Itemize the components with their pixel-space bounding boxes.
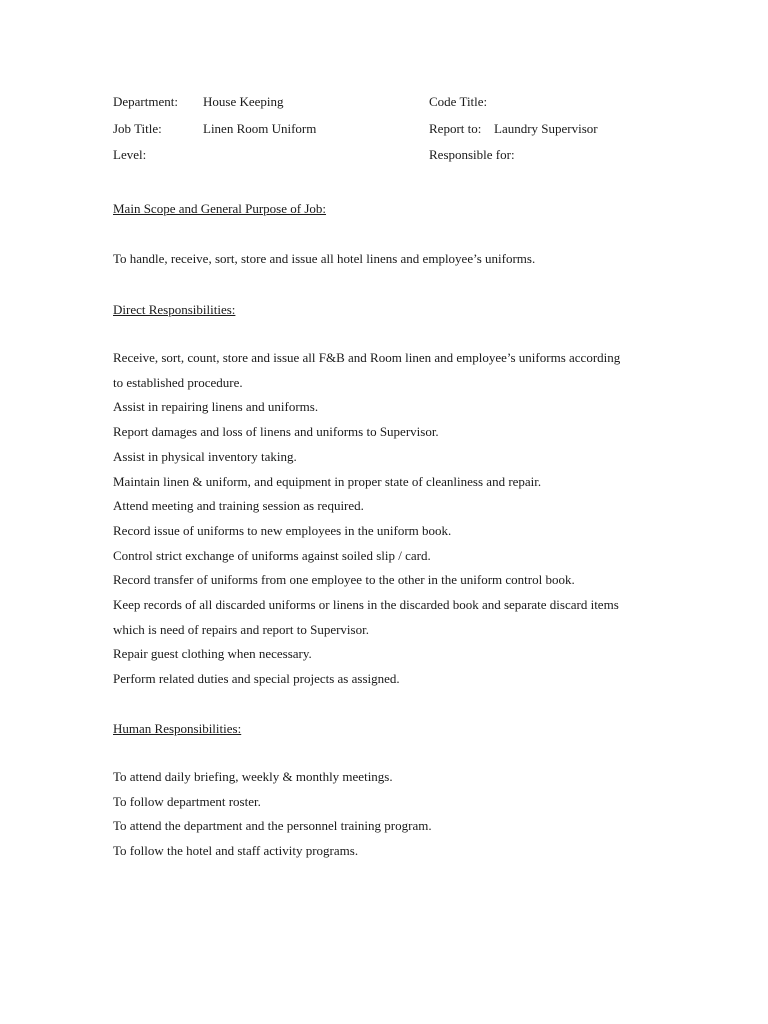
responsible-for-label: Responsible for: [429, 147, 515, 162]
list-item: To attend daily briefing, weekly & monthly meetings. [113, 769, 393, 784]
job-title-value: Linen Room Uniform [203, 120, 317, 136]
list-item: To attend the department and the personnel training program. [113, 818, 432, 834]
header-row-level [113, 145, 673, 172]
list-item: to established procedure. [113, 374, 243, 390]
list-item: Keep records of all discarded uniforms or linens in the discarded book and separate discard items [113, 597, 619, 613]
department-value: House Keeping [203, 94, 284, 109]
human-responsibilities-list [113, 765, 673, 864]
list-item: Repair guest clothing when necessary. [113, 646, 312, 662]
list-item: Perform related duties and special projects as assigned. [113, 671, 400, 687]
report-to-value: Laundry Supervisor [494, 120, 598, 136]
level-label: Level: [113, 147, 147, 162]
list-item: Assist in physical inventory taking. [113, 448, 297, 464]
list-item: To follow department roster. [113, 793, 261, 809]
header-row-job-title [113, 119, 673, 146]
code-title-label: Code Title: [429, 94, 488, 109]
list-item: Maintain linen & uniform, and equipment in proper state of cleanliness and repair. [113, 473, 542, 489]
list-item: Record transfer of uniforms from one employee to the other in the uniform control book. [113, 572, 575, 588]
job-header [113, 92, 673, 172]
list-item: Assist in repairing linens and uniforms. [113, 399, 319, 415]
main-scope-heading: Main Scope and General Purpose of Job: [113, 201, 327, 216]
list-item: which is need of repairs and report to Supervisor. [113, 621, 369, 637]
list-item: Control strict exchange of uniforms against soiled slip / card. [113, 547, 431, 563]
department-label: Department: [113, 94, 178, 109]
main-scope-text: To handle, receive, sort, store and issue all hotel linens and employee’s uniforms. [113, 251, 536, 266]
human-responsibilities-heading: Human Responsibilities: [113, 721, 242, 736]
report-to-label: Report to: [429, 120, 482, 136]
list-item: Receive, sort, count, store and issue all F&B and Room linen and employee’s uniforms according [113, 350, 621, 365]
list-item: To follow the hotel and staff activity programs. [113, 843, 359, 859]
direct-responsibilities-list [113, 346, 673, 692]
header-row-department [113, 92, 673, 119]
list-item: Attend meeting and training session as required. [113, 498, 364, 514]
job-title-label: Job Title: [113, 120, 162, 136]
direct-responsibilities-heading: Direct Responsibilities: [113, 302, 236, 317]
list-item: Record issue of uniforms to new employees in the uniform book. [113, 522, 452, 538]
list-item: Report damages and loss of linens and uniforms to Supervisor. [113, 424, 439, 440]
